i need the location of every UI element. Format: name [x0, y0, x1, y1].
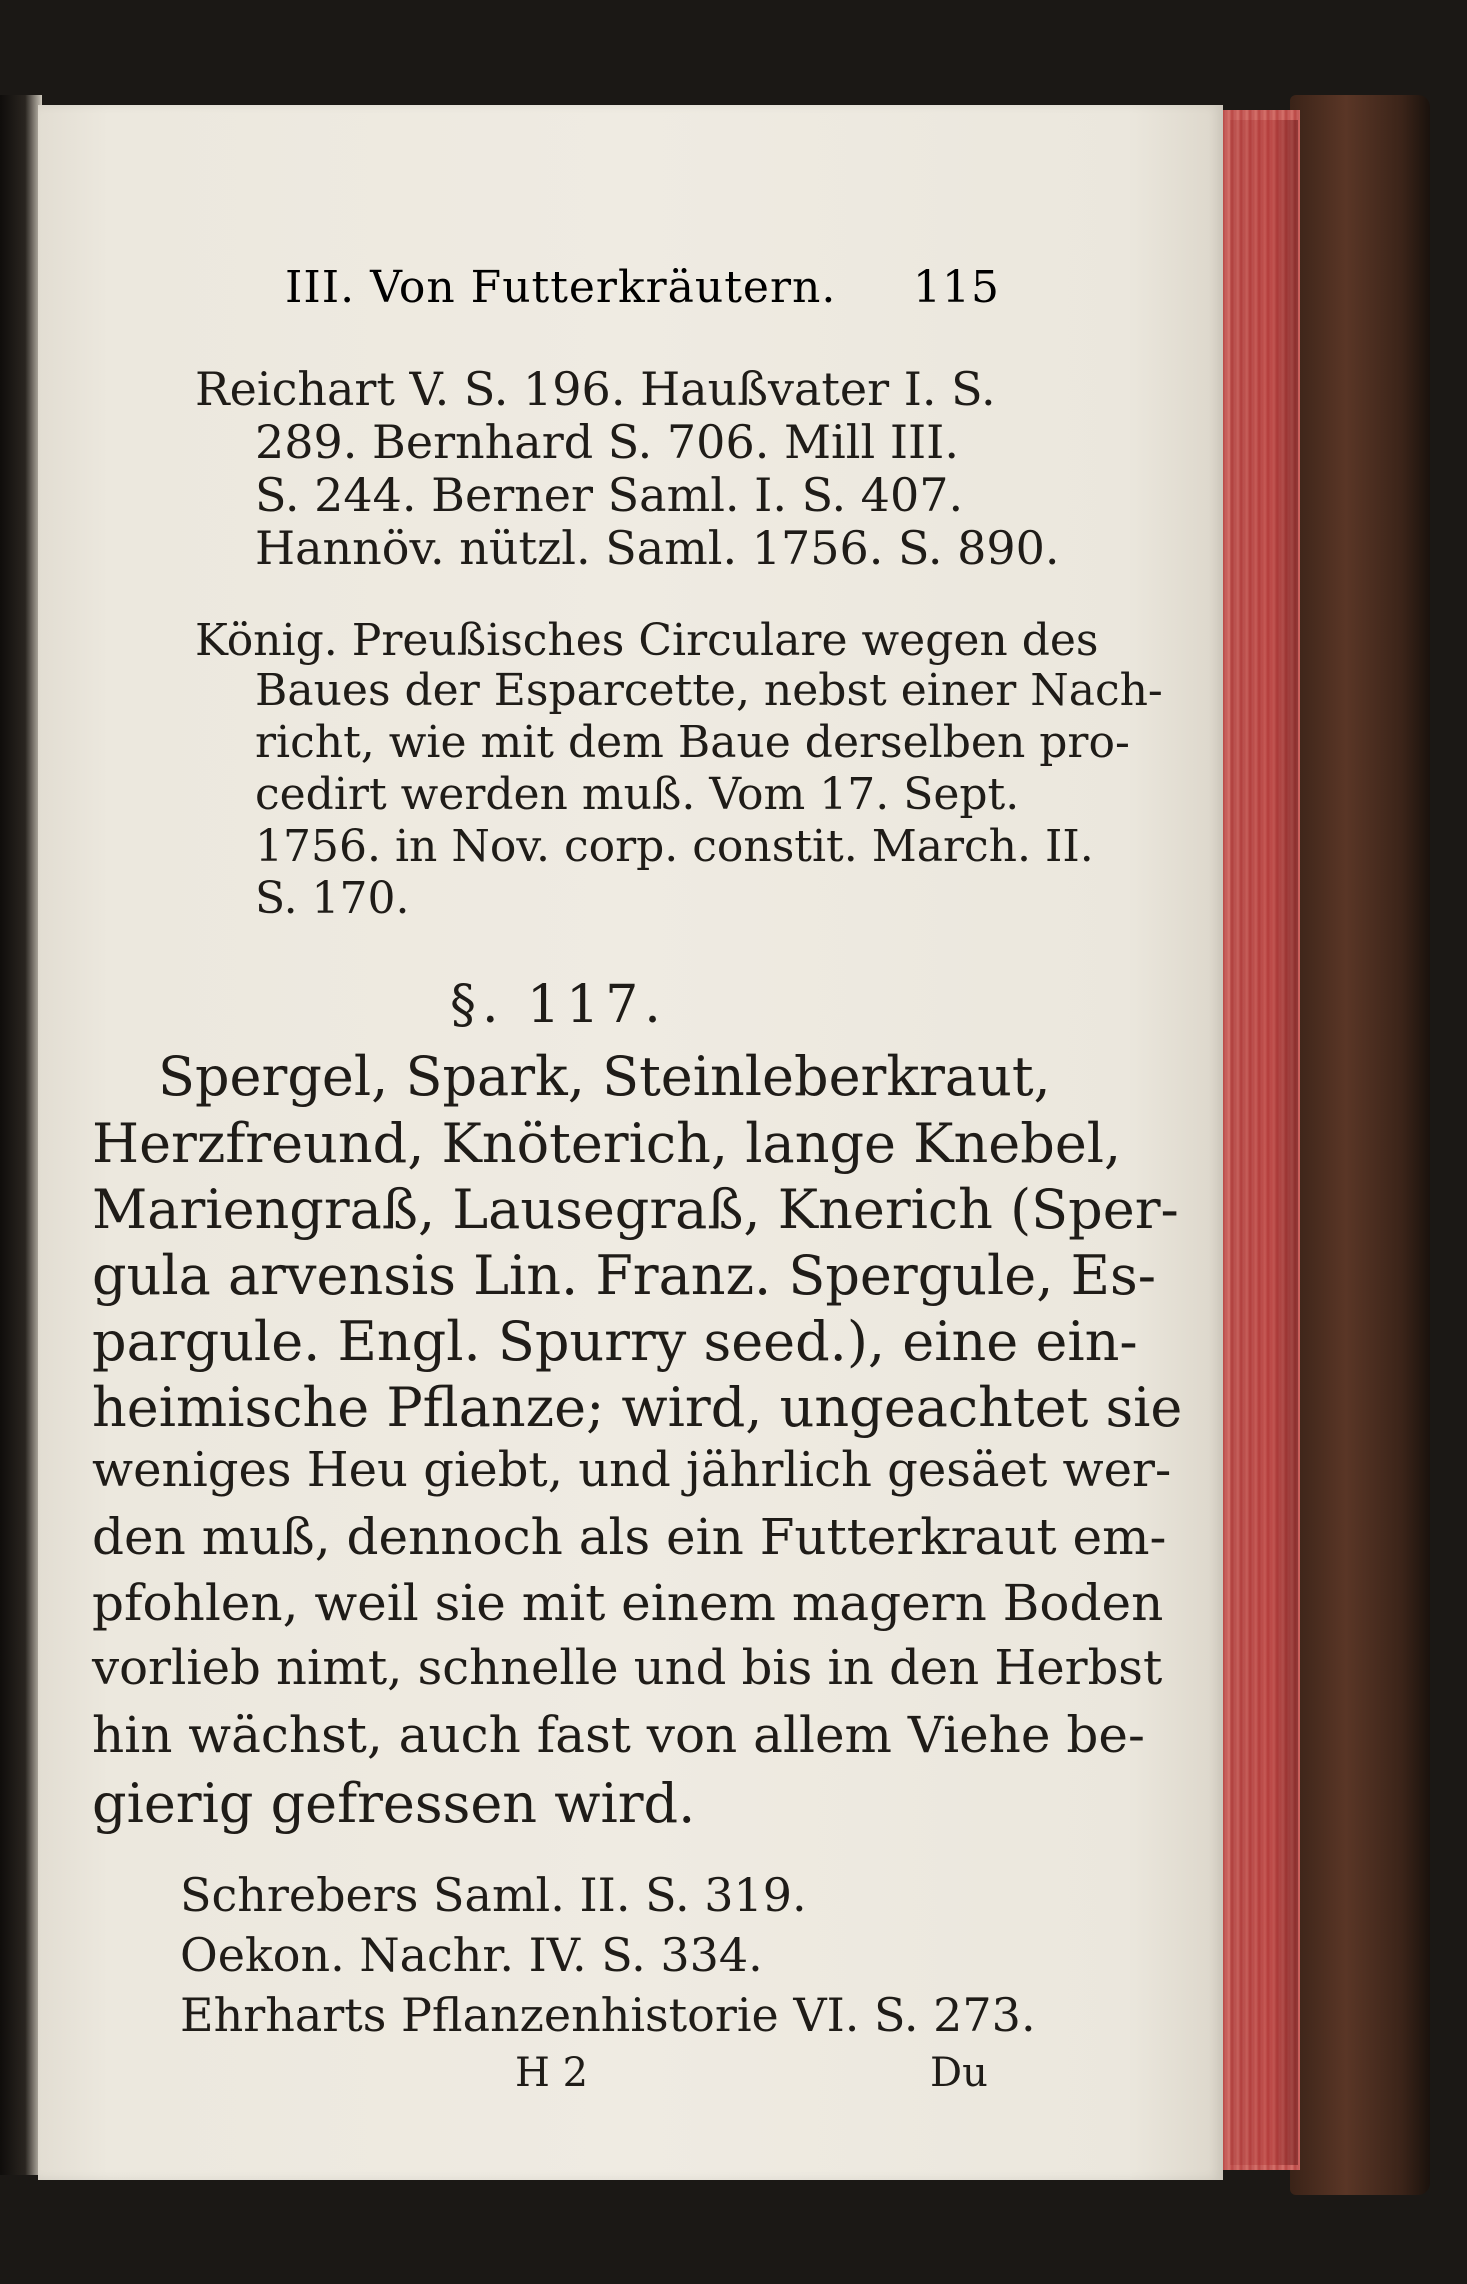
reference-line: Schrebers Saml. II. S. 319.	[180, 1868, 807, 1922]
reference-line: Reichart V. S. 196. Haußvater I. S.	[195, 362, 996, 416]
header-title: III. Von Futterkräutern.	[285, 262, 837, 313]
body-line: Spergel, Spark, Steinleberkraut,	[158, 1045, 1051, 1108]
signature-mark: H 2	[515, 2050, 589, 2096]
body-line: heimische Pflanze; wird, ungeachtet sie	[92, 1376, 1183, 1439]
body-line: pargule. Engl. Spurry seed.), eine ein-	[92, 1310, 1138, 1373]
reference-line: S. 244. Berner Saml. I. S. 407.	[255, 468, 964, 522]
body-line: gula arvensis Lin. Franz. Spergule, Es-	[92, 1244, 1156, 1307]
red-page-edges-shade	[1230, 120, 1298, 2165]
konig-line: Baues der Esparcette, nebst einer Nach-	[255, 665, 1163, 716]
body-line: vorlieb nimt, schnelle und bis in den Herbst	[92, 1640, 1163, 1696]
catchword: Du	[930, 2050, 988, 2096]
konig-line: 1756. in Nov. corp. constit. March. II.	[255, 821, 1094, 872]
reference-line: Hannöv. nützl. Saml. 1756. S. 890.	[255, 521, 1060, 575]
reference-line: Ehrharts Pflanzenhistorie VI. S. 273.	[180, 1988, 1036, 2042]
running-header	[285, 262, 1000, 322]
page-number: 115	[913, 262, 1000, 313]
body-line: pfohlen, weil sie mit einem magern Boden	[92, 1574, 1164, 1632]
reference-line: Oekon. Nachr. IV. S. 334.	[180, 1928, 763, 1982]
body-line: gierig gefressen wird.	[92, 1772, 696, 1835]
reference-line: 289. Bernhard S. 706. Mill III.	[255, 415, 959, 469]
body-line: Herzfreund, Knöterich, lange Knebel,	[92, 1112, 1122, 1175]
konig-line: König. Preußisches Circulare wegen des	[195, 615, 1099, 666]
book-cover-left	[0, 95, 42, 2175]
body-line: weniges Heu giebt, und jährlich gesäet wer-	[92, 1442, 1172, 1498]
konig-line: cedirt werden muß. Vom 17. Sept.	[255, 769, 1020, 820]
konig-line: S. 170.	[255, 873, 410, 924]
body-line: den muß, dennoch als ein Futterkraut em-	[92, 1508, 1167, 1566]
konig-line: richt, wie mit dem Baue derselben pro-	[255, 717, 1130, 768]
body-line: hin wächst, auch fast von allem Viehe be-	[92, 1706, 1145, 1764]
book-cover-right	[1290, 95, 1430, 2195]
section-heading: §. 117.	[450, 975, 667, 1035]
body-line: Mariengraß, Lausegraß, Knerich (Sper-	[92, 1178, 1179, 1241]
